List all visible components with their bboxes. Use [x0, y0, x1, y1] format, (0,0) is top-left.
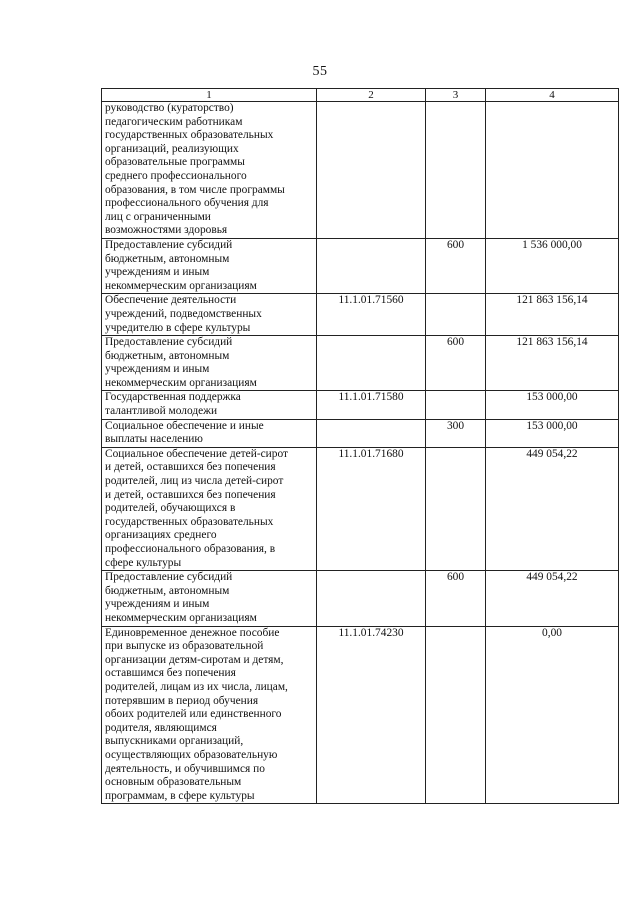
table-row — [102, 626, 619, 804]
table-row — [102, 447, 619, 570]
row-expense-type — [426, 391, 486, 419]
row-name: Социальное обеспечение и иные выплаты населению — [102, 419, 317, 447]
row-code — [317, 419, 426, 447]
table-row — [102, 571, 619, 626]
row-code: 11.1.01.74230 — [317, 626, 426, 804]
row-expense-type: 300 — [426, 419, 486, 447]
row-amount: 0,00 — [486, 626, 619, 804]
row-amount: 121 863 156,14 — [486, 336, 619, 391]
row-code: 11.1.01.71560 — [317, 294, 426, 336]
row-expense-type — [426, 626, 486, 804]
row-name: Государственная поддержка талантливой молодежи — [102, 391, 317, 419]
row-name: Предоставление субсидий бюджетным, автономным учреждениям и иным некоммерческим организациям — [102, 336, 317, 391]
row-expense-type: 600 — [426, 571, 486, 626]
row-amount: 449 054,22 — [486, 447, 619, 570]
row-name: Единовременное денежное пособие при выпуске из образовательной организации детям-сиротам и детям, оставшимся без попечения родителей, лицам из их числа, лицам, потерявшим в период обучения обоих родителей или единственного родителя, являющимся выпускниками организаций, осуществляющих образовательную деятельность, и обучившимся по основным образовательным программам, в сфере культуры — [102, 626, 317, 804]
header-row — [102, 89, 619, 102]
column-header-1: 1 — [102, 89, 317, 102]
row-amount — [486, 102, 619, 239]
row-amount: 1 536 000,00 — [486, 238, 619, 293]
row-amount: 121 863 156,14 — [486, 294, 619, 336]
row-expense-type: 600 — [426, 336, 486, 391]
table-row — [102, 294, 619, 336]
table-row — [102, 419, 619, 447]
table-row — [102, 102, 619, 239]
row-name: Социальное обеспечение детей-сирот и детей, оставшихся без попечения родителей, лиц из числа детей-сирот и детей, оставшихся без попечения родителей, обучающихся в государственных образовательных организациях среднего профессионального образования, в сфере культуры — [102, 447, 317, 570]
row-code — [317, 238, 426, 293]
budget-table — [101, 88, 619, 804]
table-row — [102, 238, 619, 293]
row-expense-type — [426, 294, 486, 336]
row-code: 11.1.01.71580 — [317, 391, 426, 419]
row-name: Предоставление субсидий бюджетным, автономным учреждениям и иным некоммерческим организациям — [102, 238, 317, 293]
column-header-2: 2 — [317, 89, 426, 102]
row-amount: 153 000,00 — [486, 419, 619, 447]
row-expense-type — [426, 102, 486, 239]
row-code: 11.1.01.71680 — [317, 447, 426, 570]
column-header-3: 3 — [426, 89, 486, 102]
page-number: 55 — [312, 64, 328, 79]
row-code — [317, 102, 426, 239]
row-name: Предоставление субсидий бюджетным, автономным учреждениям и иным некоммерческим организациям — [102, 571, 317, 626]
row-code — [317, 571, 426, 626]
row-amount: 153 000,00 — [486, 391, 619, 419]
table-row — [102, 336, 619, 391]
row-amount: 449 054,22 — [486, 571, 619, 626]
table-row — [102, 391, 619, 419]
row-code — [317, 336, 426, 391]
row-expense-type — [426, 447, 486, 570]
row-expense-type: 600 — [426, 238, 486, 293]
row-name: Обеспечение деятельности учреждений, подведомственных учредителю в сфере культуры — [102, 294, 317, 336]
row-name: руководство (кураторство) педагогическим работникам государственных образовательных организаций, реализующих образовательные программы среднего профессионального образования, в том числе программы профессионального обучения для лиц с ограниченными возможностями здоровья — [102, 102, 317, 239]
column-header-4: 4 — [486, 89, 619, 102]
